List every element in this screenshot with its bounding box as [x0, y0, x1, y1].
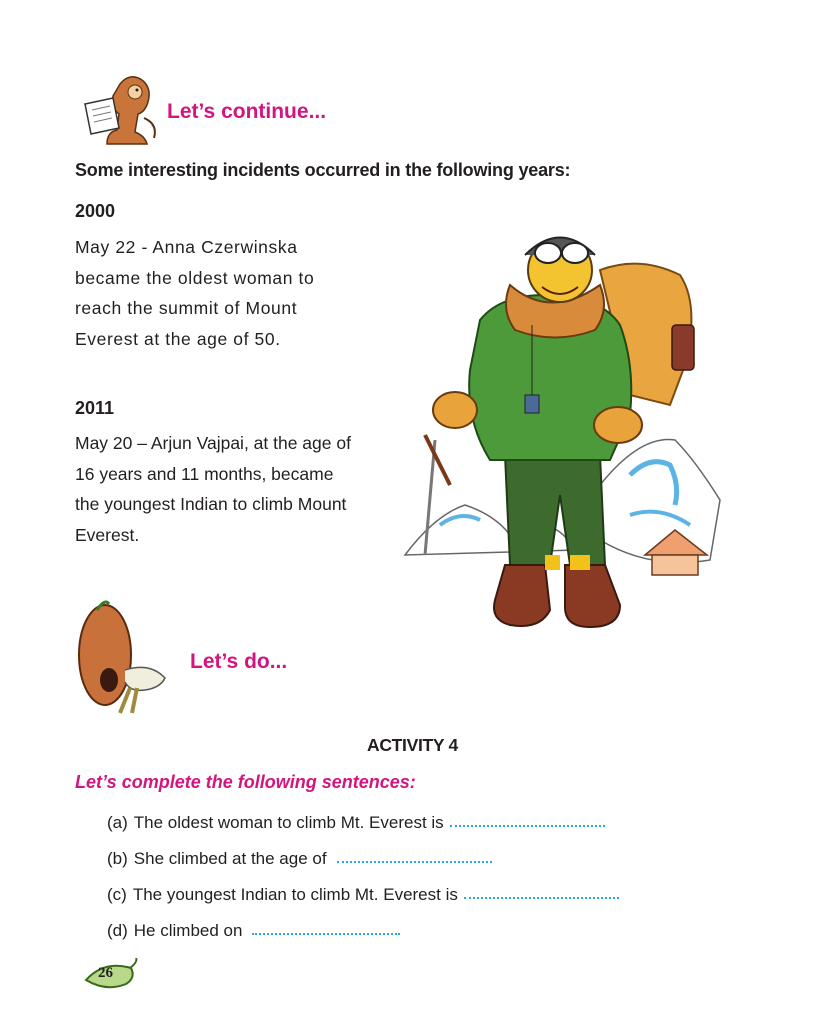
event-year: 2000	[75, 201, 116, 221]
question-label: (c)	[107, 885, 127, 904]
answer-blank[interactable]	[450, 821, 605, 827]
question-text: She climbed at the age of	[133, 849, 327, 868]
question-text: The youngest Indian to climb Mt. Everest is	[132, 885, 458, 904]
section-title-continue: Let’s continue...	[167, 100, 327, 123]
page-number-badge	[82, 958, 142, 990]
question-d	[107, 921, 400, 941]
answer-blank[interactable]	[464, 893, 619, 899]
activity-instruction: Let’s complete the following sentences:	[75, 772, 416, 792]
activity-title: ACTIVITY 4	[366, 735, 458, 755]
event-description: May 22 - Anna Czerwinska became the oldest woman to reach the summit of Mount Everest at the age of 50.	[75, 237, 315, 349]
cartoon-character-icon	[75, 600, 185, 720]
answer-blank[interactable]	[337, 857, 492, 863]
intro-text: Some interesting incidents occurred in the following years:	[75, 160, 571, 180]
answer-blank[interactable]	[252, 929, 400, 935]
mountain-climber-illustration	[400, 225, 730, 670]
question-text: He climbed on	[133, 921, 243, 940]
reading-monkey-icon	[80, 72, 170, 147]
page-number: 26	[98, 965, 113, 981]
question-c	[107, 885, 619, 905]
question-b	[107, 849, 492, 869]
question-label: (d)	[107, 921, 128, 940]
question-a	[107, 813, 605, 833]
event-description: May 20 – Arjun Vajpai, at the age of 16 years and 11 months, became the youngest Indian to climb Mount Everest.	[75, 433, 351, 545]
question-label: (b)	[107, 849, 128, 868]
question-label: (a)	[107, 813, 128, 832]
question-text: The oldest woman to climb Mt. Everest is	[133, 813, 444, 832]
event-year: 2011	[75, 398, 115, 418]
section-title-do: Let’s do...	[190, 650, 288, 673]
